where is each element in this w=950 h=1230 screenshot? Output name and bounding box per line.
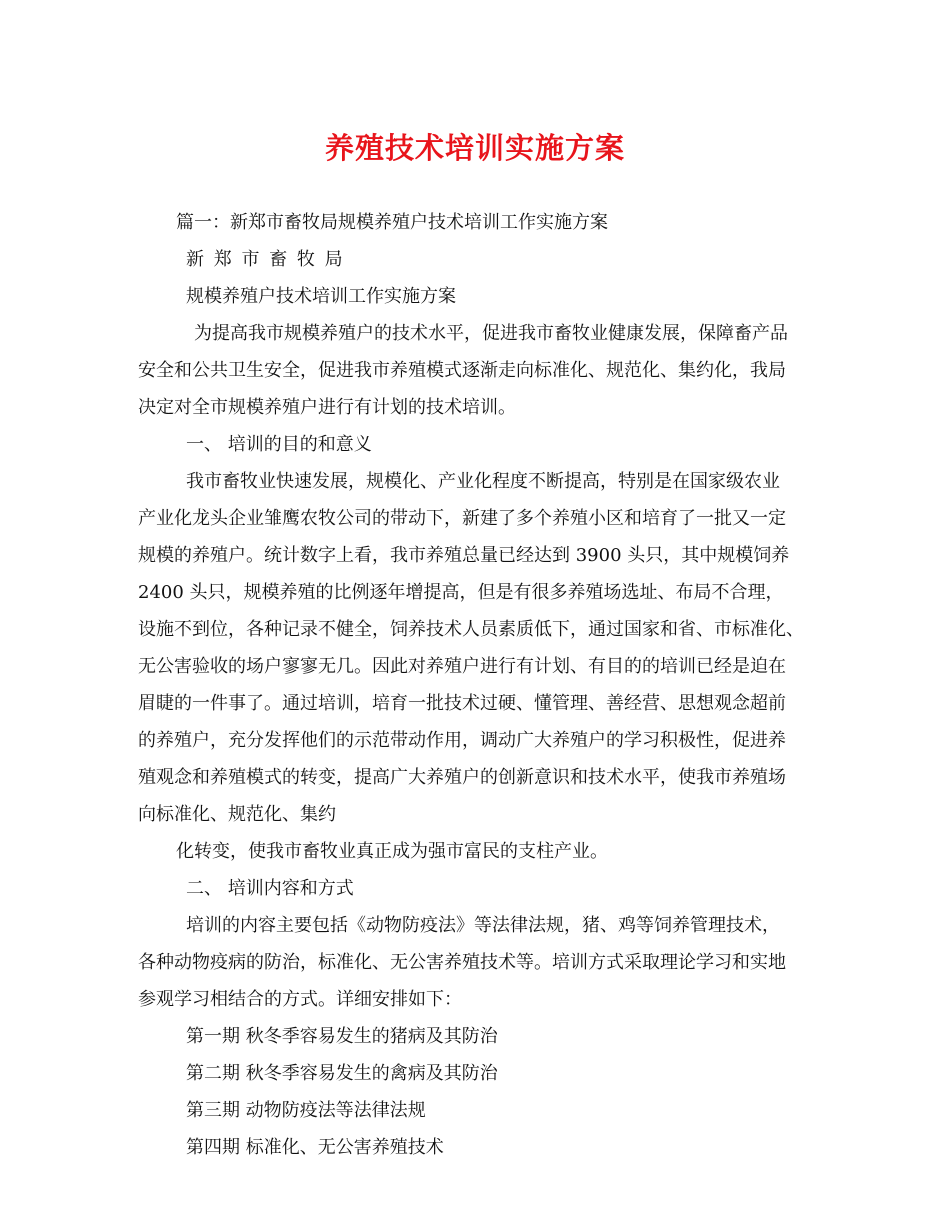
text-line: 安全和公共卫生安全，促进我市养殖模式逐渐走向标准化、规范化、集约化，我局 [138,360,786,381]
text-line: 我市畜牧业快速发展，规模化、产业化程度不断提高，特别是在国家级农业 [186,471,780,492]
text-line: 规模的养殖户。统计数字上看，我市养殖总量已经达到 3900 头只，其中规模饲养 [138,545,790,566]
text-line: 殖观念和养殖模式的转变，提高广大养殖户的创新意识和技术水平，使我市养殖场 [138,767,786,788]
text-line: 培训的内容主要包括《动物防疫法》等法律法规，猪、鸡等饲养管理技术， [186,915,780,936]
text-line: 各种动物疫病的防治，标准化、无公害养殖技术等。培训方式采取理论学习和实地 [138,952,786,973]
text-line: 第四期 标准化、无公害养殖技术 [186,1137,444,1158]
text-line: 的养殖户，充分发挥他们的示范带动作用，调动广大养殖户的学习积极性，促进养 [138,730,786,751]
text-line: 眉睫的一件事了。通过培训，培育一批技术过硬、懂管理、善经营、思想观念超前 [138,693,786,714]
text-line: 产业化龙头企业雏鹰农牧公司的带动下，新建了多个养殖小区和培育了一批又一定 [138,508,786,529]
text-line: 参观学习相结合的方式。详细安排如下： [138,989,462,1010]
text-line: 二、 培训内容和方式 [186,878,354,899]
text-line: 决定对全市规模养殖户进行有计划的技术培训。 [138,397,516,418]
text-line: 第一期 秋冬季容易发生的猪病及其防治 [186,1026,498,1047]
text-line: 设施不到位，各种记录不健全，饲养技术人员素质低下，通过国家和省、市标准化、 [138,619,804,640]
text-line: 化转变，使我市畜牧业真正成为强市富民的支柱产业。 [176,841,608,862]
text-line: 2400 头只，规模养殖的比例逐年增提高，但是有很多养殖场选址、布局不合理， [138,582,784,603]
text-line: 向标准化、规范化、集约 [138,804,336,825]
text-line: 篇一：新郑市畜牧局规模养殖户技术培训工作实施方案 [176,212,608,233]
text-line: 第二期 秋冬季容易发生的禽病及其防治 [186,1063,498,1084]
document-title: 养殖技术培训实施方案 [324,131,625,165]
text-line: 新 郑 市 畜 牧 局 [186,249,345,270]
text-line: 规模养殖户技术培训工作实施方案 [186,286,456,307]
text-line: 一、 培训的目的和意义 [186,434,372,455]
text-line: 无公害验收的场户寥寥无几。因此对养殖户进行有计划、有目的的培训已经是迫在 [138,656,786,677]
text-line: 为提高我市规模养殖户的技术水平，促进我市畜牧业健康发展，保障畜产品 [194,323,788,344]
text-line: 第三期 动物防疫法等法律法规 [186,1100,426,1121]
